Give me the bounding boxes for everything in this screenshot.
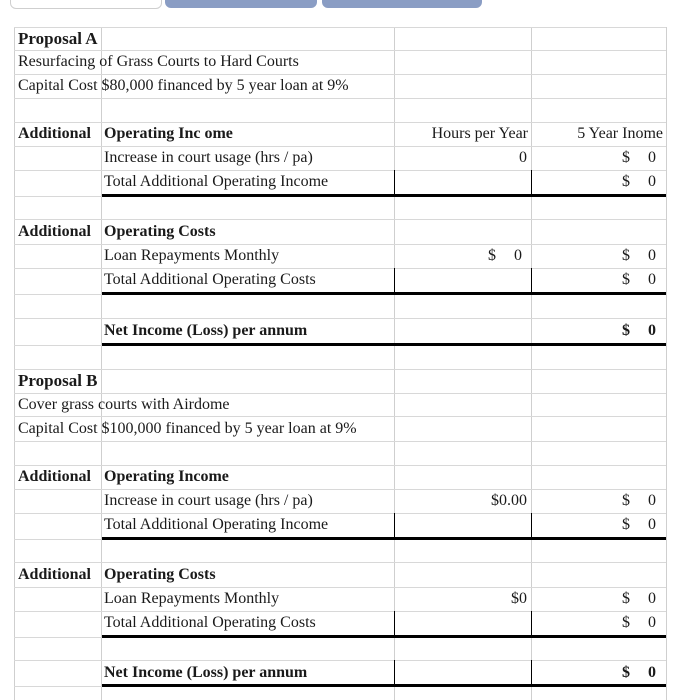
proposal-a-loan-value[interactable]: 0 xyxy=(648,247,656,264)
proposal-b-costs-label: Additional xyxy=(18,566,91,583)
proposal-b-loan-value[interactable]: 0 xyxy=(648,590,656,607)
proposal-a-usage-hours[interactable]: 0 xyxy=(519,149,527,166)
proposal-a-net-value[interactable]: 0 xyxy=(648,322,656,339)
proposal-a-total-costs-label: Total Additional Operating Costs xyxy=(104,271,316,288)
proposal-b-usage-label: Increase in court usage (hrs / pa) xyxy=(104,492,313,509)
proposal-a-loan-label: Loan Repayments Monthly xyxy=(104,247,280,264)
proposal-b-loan-hours[interactable]: $0 xyxy=(511,590,527,607)
proposal-b-usage-value[interactable]: 0 xyxy=(648,492,656,509)
proposal-b-income-label: Additional xyxy=(18,468,91,485)
proposal-a-costs-label: Additional xyxy=(18,223,91,240)
proposal-b-loan-dollar: $ xyxy=(622,590,630,607)
proposal-a-costs-heading: Operating Costs xyxy=(104,223,216,240)
proposal-b-net-dollar: $ xyxy=(622,664,630,681)
proposal-a-usage-dollar: $ xyxy=(622,149,630,166)
proposal-b-total-costs-label: Total Additional Operating Costs xyxy=(104,614,316,631)
proposal-a-loan-dollar: $ xyxy=(622,247,630,264)
proposal-b-loan-label: Loan Repayments Monthly xyxy=(104,590,280,607)
proposal-b-total-income-dollar: $ xyxy=(622,516,630,533)
proposal-b-net-value[interactable]: 0 xyxy=(648,664,656,681)
proposal-b-total-costs-value[interactable]: 0 xyxy=(648,614,656,631)
proposal-a-loan-hours-dollar: $ xyxy=(488,247,496,264)
proposal-a-net-label: Net Income (Loss) per annum xyxy=(104,322,308,339)
proposal-b-net-label: Net Income (Loss) per annum xyxy=(104,664,308,681)
proposal-a-usage-label: Increase in court usage (hrs / pa) xyxy=(104,149,313,166)
proposal-a-total-costs-dollar: $ xyxy=(622,271,630,288)
proposal-b-description: Cover grass courts with Airdome xyxy=(18,396,230,413)
proposal-a-title: Proposal A xyxy=(18,29,98,48)
proposal-a-total-income-dollar: $ xyxy=(622,173,630,190)
proposal-b-capital: Capital Cost $100,000 financed by 5 year loan at 9% xyxy=(18,420,357,437)
proposal-a-total-costs-value[interactable]: 0 xyxy=(648,271,656,288)
proposal-a-total-income-label: Total Additional Operating Income xyxy=(104,173,329,190)
proposal-a-income-heading: Operating Inc ome xyxy=(104,125,233,142)
proposal-b-total-income-value[interactable]: 0 xyxy=(648,516,656,533)
proposal-b-title: Proposal B xyxy=(18,371,98,390)
proposal-b-costs-heading: Operating Costs xyxy=(104,566,216,583)
proposal-a-net-dollar: $ xyxy=(622,322,630,339)
proposal-a-capital: Capital Cost $80,000 financed by 5 year loan at 9% xyxy=(18,77,349,94)
col-header-hours: Hours per Year xyxy=(431,125,528,142)
proposal-b-total-costs-dollar: $ xyxy=(622,614,630,631)
proposal-a-total-income-value[interactable]: 0 xyxy=(648,173,656,190)
proposal-a-description: Resurfacing of Grass Courts to Hard Courts xyxy=(18,53,299,70)
col-header-five-year: 5 Year Inome xyxy=(577,125,663,142)
proposal-a-usage-value[interactable]: 0 xyxy=(648,149,656,166)
proposal-b-income-heading: Operating Income xyxy=(104,468,229,485)
proposal-a-income-label: Additional xyxy=(18,125,91,142)
proposal-a-loan-hours-value[interactable]: 0 xyxy=(514,247,522,264)
proposal-b-total-income-label: Total Additional Operating Income xyxy=(104,516,329,533)
proposal-b-usage-hours[interactable]: $0.00 xyxy=(491,492,527,509)
proposal-b-usage-dollar: $ xyxy=(622,492,630,509)
